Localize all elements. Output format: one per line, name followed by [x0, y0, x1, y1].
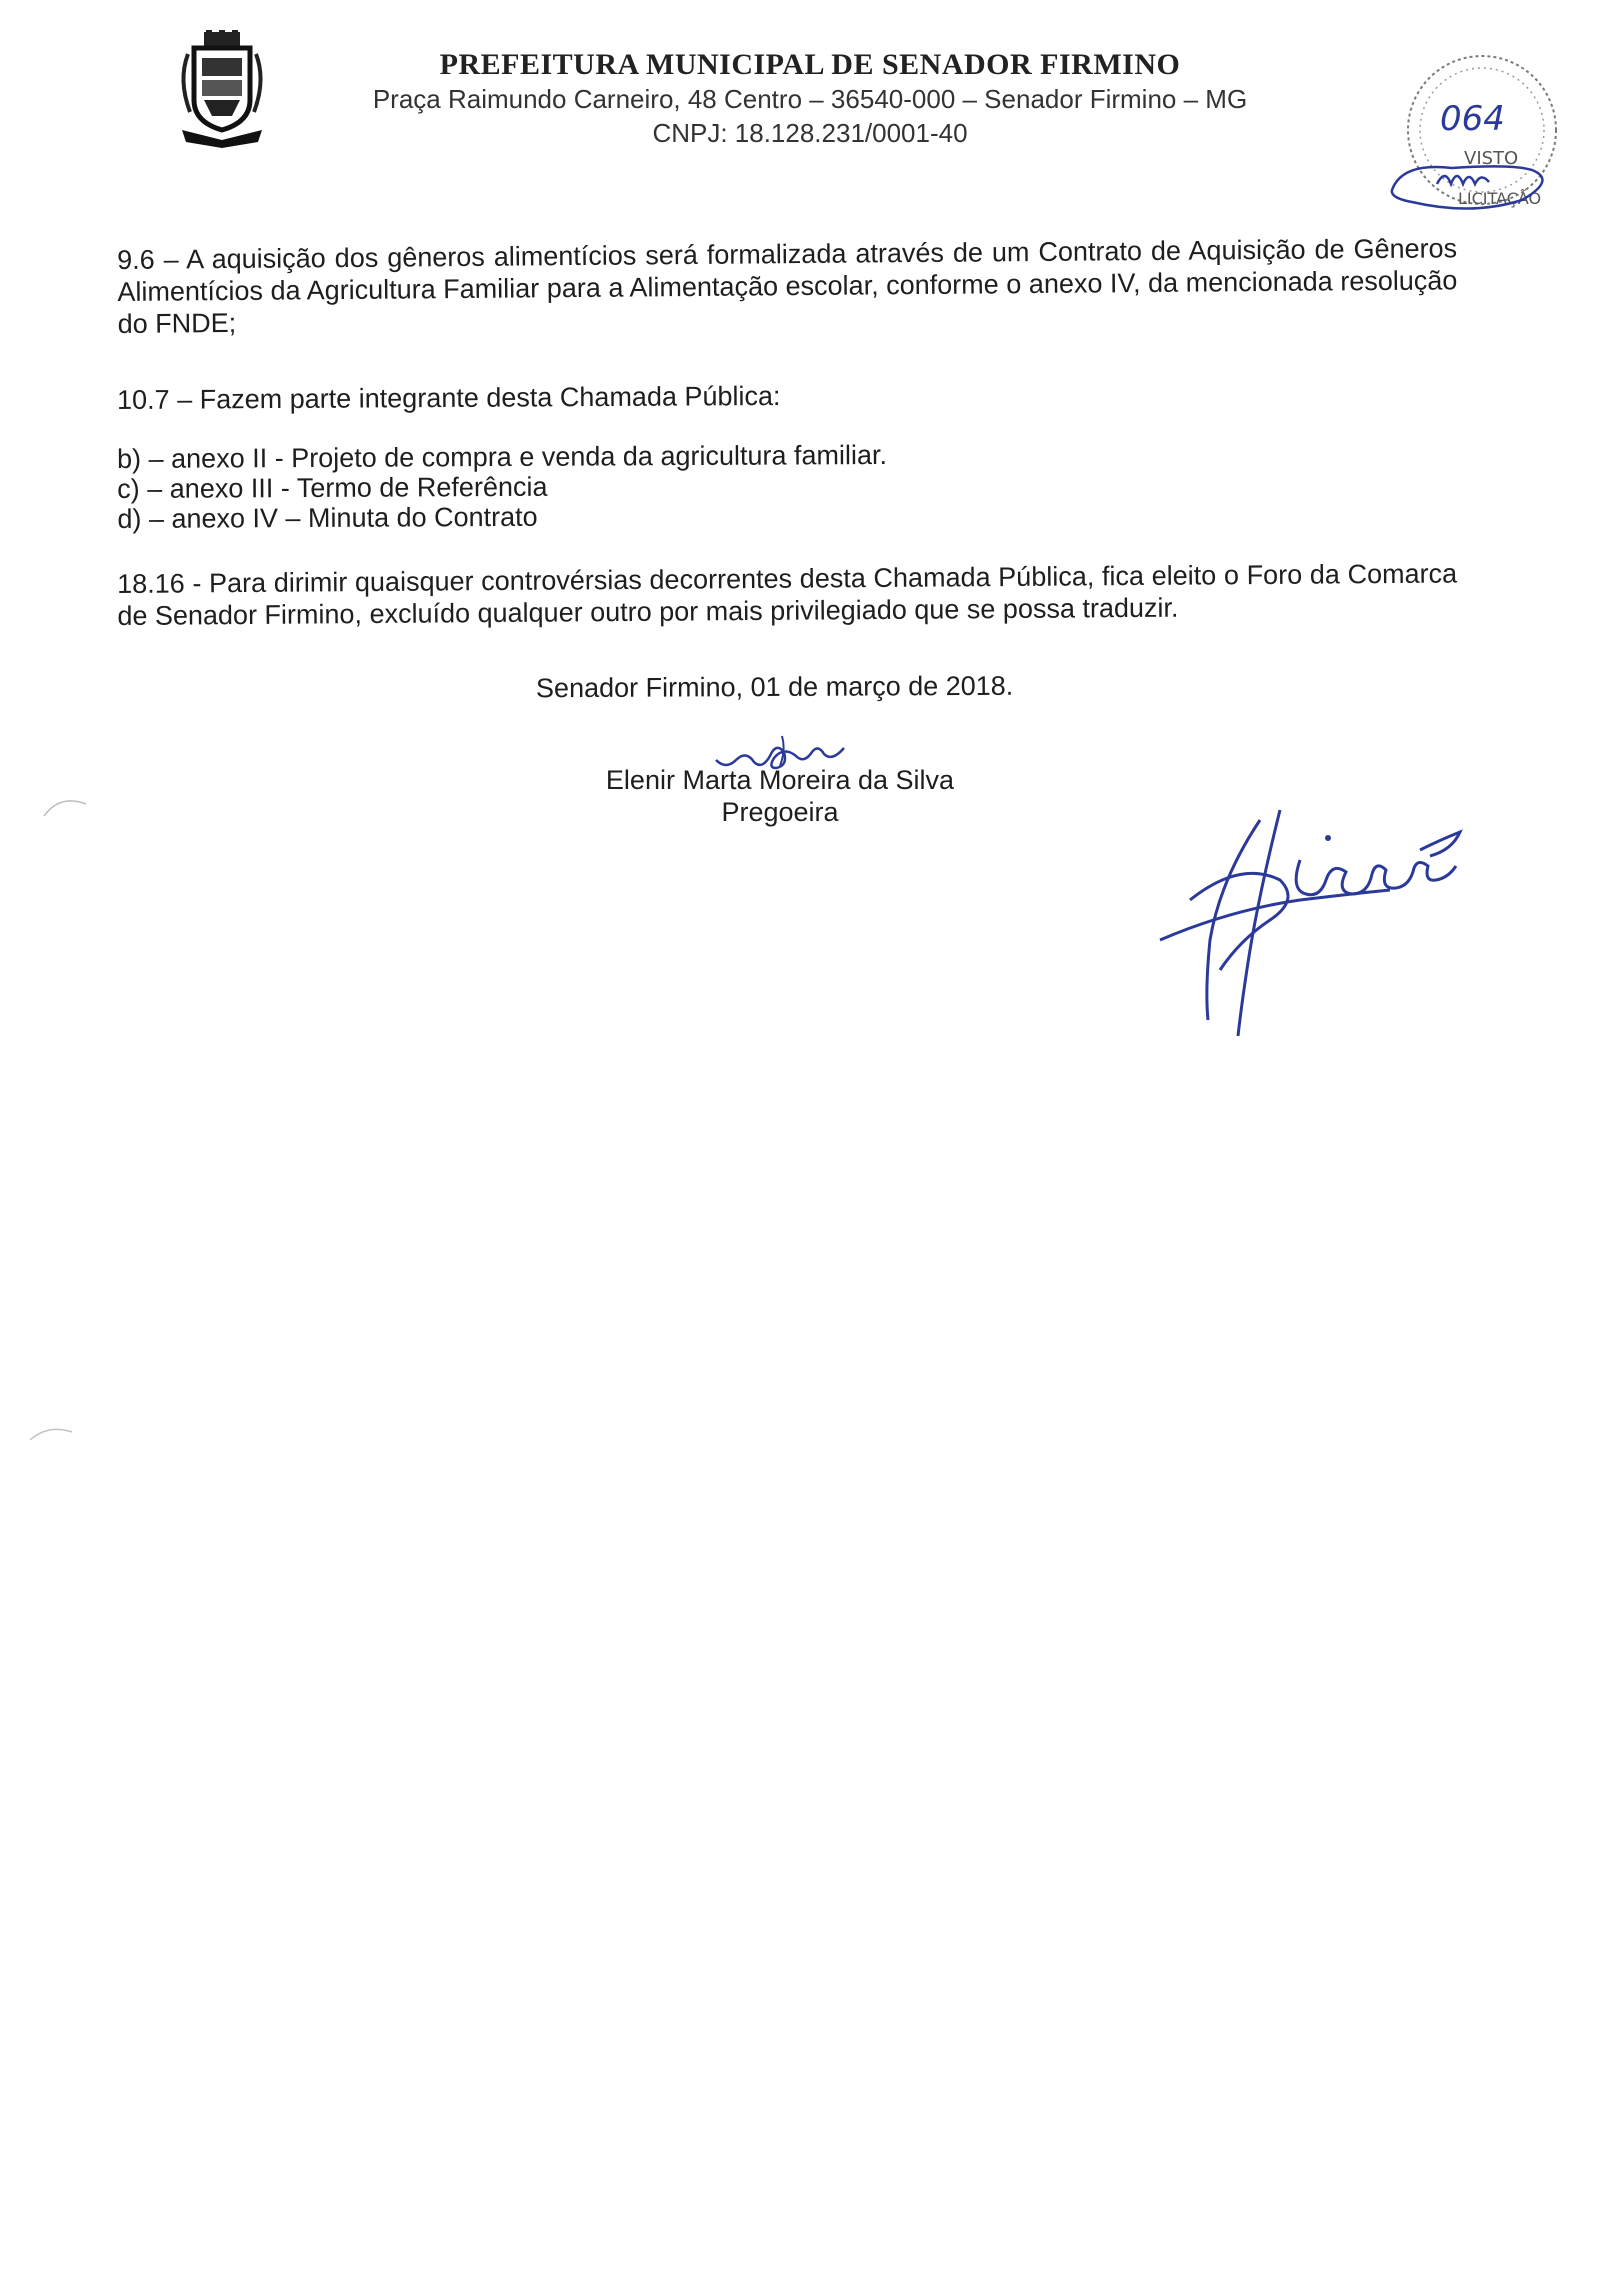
municipal-crest-icon	[172, 30, 272, 148]
list-item: c) – anexo III - Termo de Referência	[117, 471, 548, 504]
annex-list	[117, 437, 1457, 534]
paragraph-18-16: 18.16 - Para dirimir quaisquer controvérsias decorrentes desta Chamada Pública, fica eleito o Foro da Comarca de Senador Firmino, excluído qualquer outro por mais privilegiado que se possa traduzir.	[117, 558, 1458, 631]
page-stamp	[1382, 52, 1572, 222]
place-and-date: Senador Firmino, 01 de março de 2018.	[535, 670, 1014, 704]
organization-address: Praça Raimundo Carneiro, 48 Centro – 36540-000 – Senador Firmino – MG	[372, 84, 1248, 114]
signature-block	[600, 764, 960, 828]
authority-signature	[1150, 800, 1490, 1040]
stamp-sublabel: LICITAÇÃO	[1458, 189, 1542, 208]
punch-mark-bottom	[26, 1418, 76, 1448]
signer-role: Pregoeira	[721, 797, 839, 827]
organization-cnpj: CNPJ: 18.128.231/0001-40	[652, 118, 968, 148]
signer-name: Elenir Marta Moreira da Silva	[605, 765, 955, 795]
punch-mark-top	[40, 790, 90, 820]
letterhead	[360, 48, 1260, 150]
list-item: b) – anexo II - Projeto de compra e venda da agricultura familiar.	[117, 439, 888, 474]
list-item: d) – anexo IV – Minuta do Contrato	[117, 501, 538, 534]
stamp-label: VISTO	[1464, 148, 1519, 169]
organization-name: PREFEITURA MUNICIPAL DE SENADOR FIRMINO	[439, 48, 1181, 81]
paragraph-9-6: 9.6 – A aquisição dos gêneros alimentícios será formalizada através de um Contrato de Aquisição de Gêneros Alimentícios da Agricultura Familiar para a Alimentação escolar, conforme o anexo IV, da mencionada resolução do FNDE;	[117, 233, 1458, 339]
paragraph-10-7: 10.7 – Fazem parte integrante desta Chamada Pública:	[117, 380, 781, 415]
stamp-page-number: 064	[1440, 99, 1505, 139]
